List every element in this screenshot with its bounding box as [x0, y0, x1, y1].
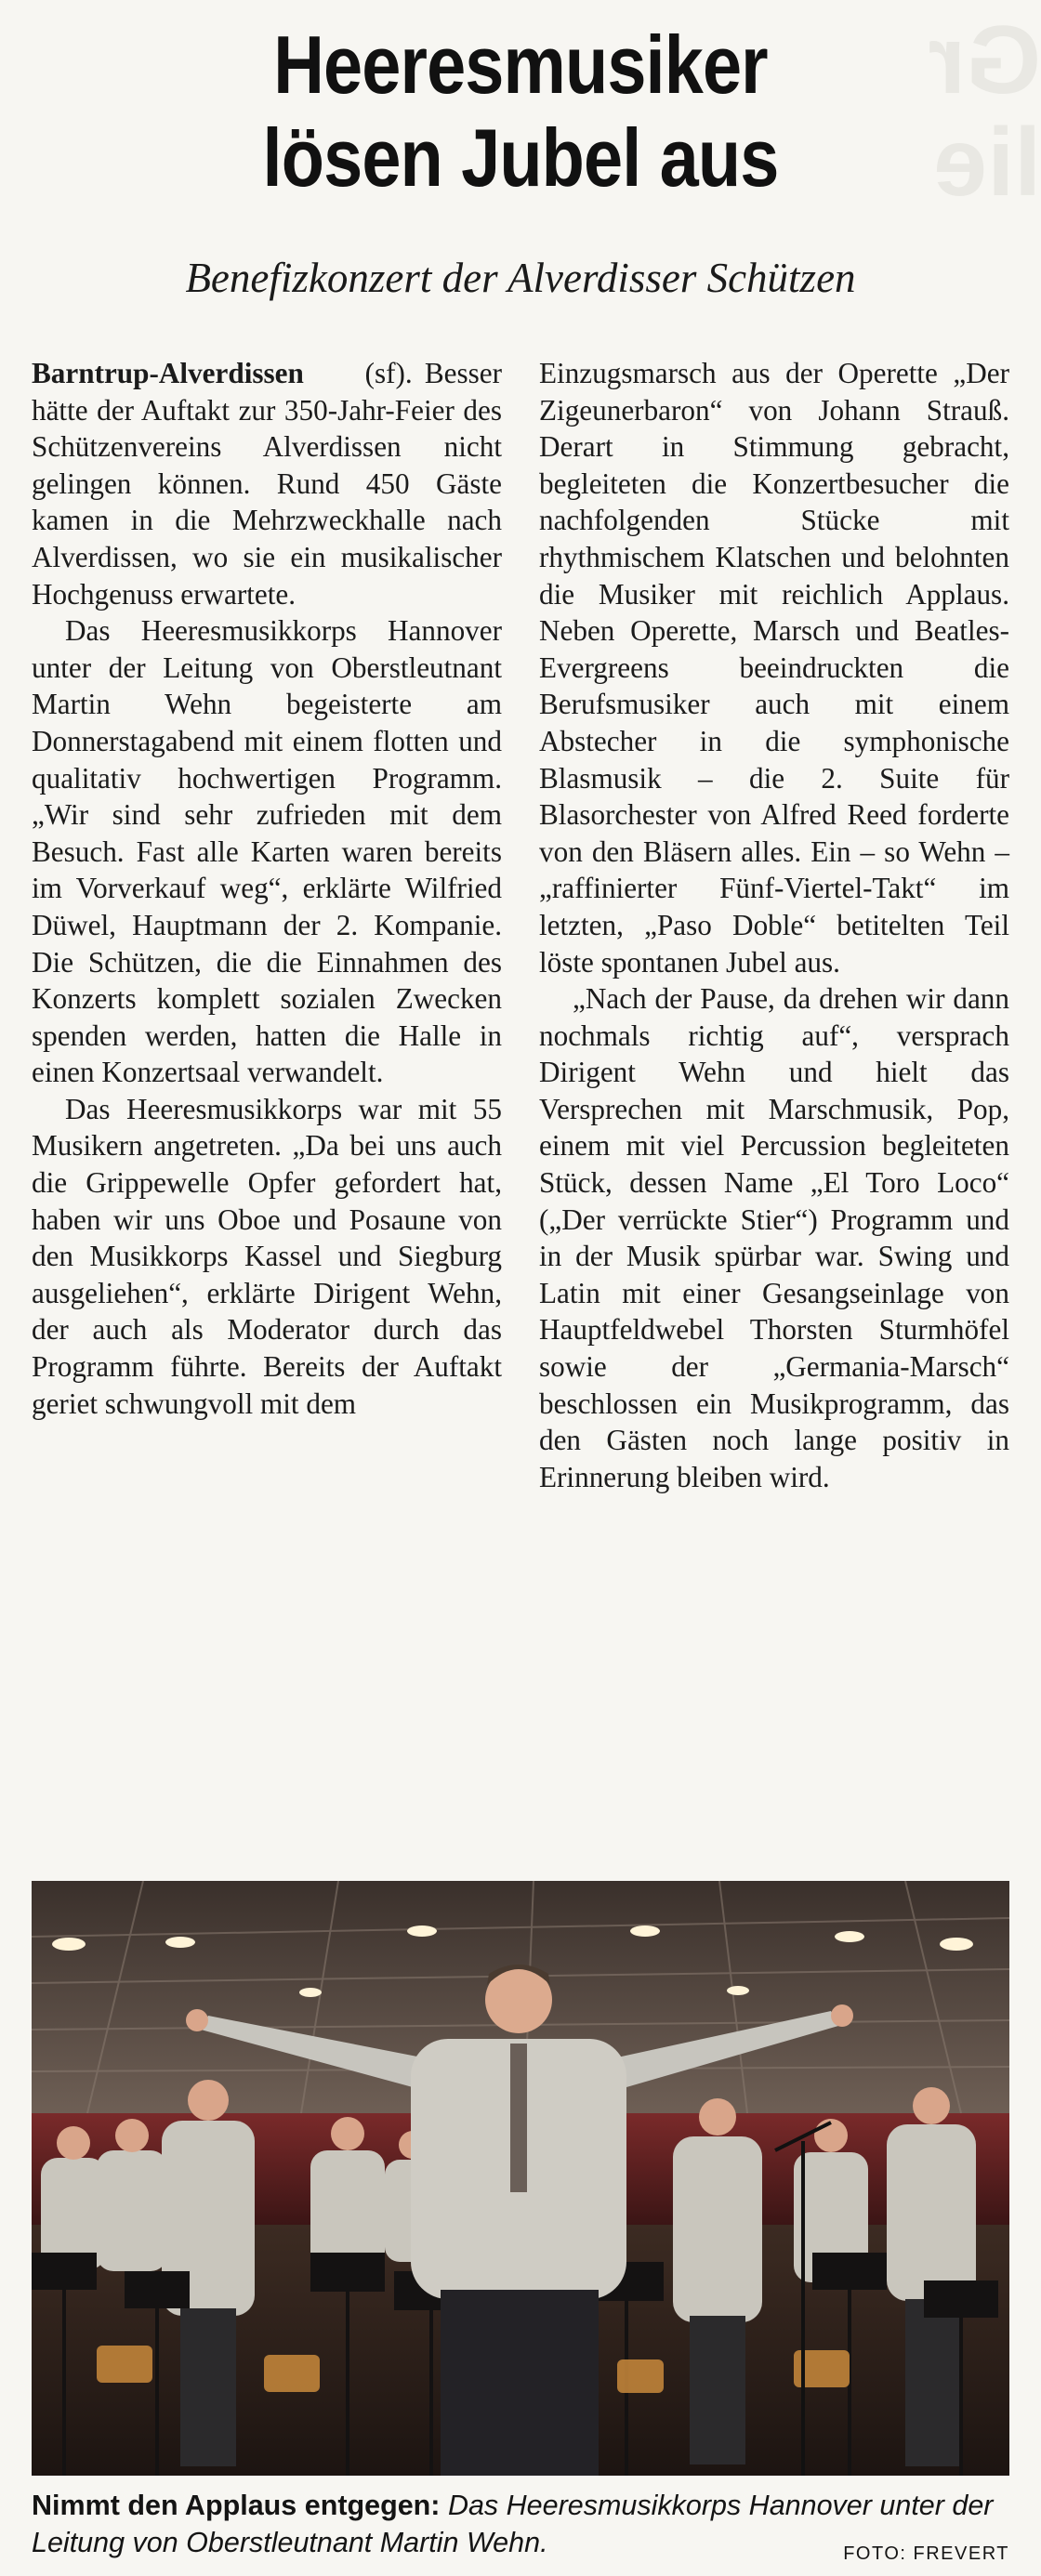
bleed-through-text: Gr lie — [928, 9, 1041, 217]
subheadline: Benefizkonzert der Alverdisser Schützen — [185, 255, 856, 301]
caption-lead: Nimmt den Applaus entgegen: — [32, 2490, 441, 2521]
column-left — [32, 355, 502, 1853]
paragraph-intro — [32, 355, 502, 612]
paragraph-3: Das Heeresmusikkorps war mit 55 Musikern angetreten. „Da bei uns auch die Grippewelle Opfer gefordert hat, haben wir uns Oboe und Posaune von den Musikkorps Kassel und Siegburg ausgeliehen“, erklärte Dirigent Wehn, der auch als Moderator durch das Programm führte. Bereits der Auftakt geriet schwungvoll mit dem — [32, 1092, 502, 1420]
headline-line-2: lösen Jubel aus — [262, 112, 779, 204]
concert-photo-illustration — [32, 1881, 1009, 2476]
photo-caption — [32, 2487, 1009, 2572]
paragraph-2: Das Heeresmusikkorps Hannover unter der Leitung von Oberstleutnant Martin Wehn begeisterte am Donnerstagabend mit einem flotten und qualitativ hochwertigen Programm. „Wir sind sehr zufrieden mit dem Besuch. Fast alle Karten waren bereits im Vorverkauf weg“, erklärte Wilfried Düwel, Hauptmann der 2. Kompanie. Die Schützen, die die Einnahmen des Konzerts komplett sozialen Zwecken spenden werden, hatten die Halle in einen Konzertsaal verwandelt. — [32, 614, 502, 1089]
byline: (sf). — [364, 357, 413, 389]
dateline: Barntrup-Alverdissen — [32, 357, 304, 389]
caption-text: Das Heeresmusikkorps Hannover unter der Leitung von Oberstleutnant Martin Wehn. — [32, 2490, 994, 2558]
concert-photo — [32, 1881, 1009, 2476]
headline-line-1: Heeresmusiker — [273, 19, 768, 111]
column-right — [539, 355, 1009, 1853]
headline — [72, 19, 968, 204]
paragraph-4: Einzugsmarsch aus der Operette „Der Zigeunerbaron“ von Johann Strauß. Derart in Stimmung gebracht, begleiteten die Konzertbesucher die nachfolgenden Stücke mit rhythmischem Klatschen und belohnten die Musiker mit reichlich Applaus. Neben Operette, Marsch und Beatles-Evergreens beeindruckten die Berufsmusiker auch mit einem Abstecher in die symphonische Blasmusik – die 2. Suite für Blasorchester von Alfred Reed forderte von den Bläsern alles. Ein – so Wehn – „raffinierter Fünf-Viertel-Takt“ im letzten, „Paso Doble“ betitelten Teil löste spontanen Jubel aus. — [539, 357, 1009, 979]
paragraph-1: Besser hätte der Auftakt zur 350-Jahr-Feier des Schützenvereins Alverdissen nicht gelingen können. Rund 450 Gäste kamen in die Mehrzweckhalle nach Alverdissen, wo sie ein musikalischer Hochgenuss erwartete. — [32, 357, 503, 611]
article-body — [32, 355, 1009, 1853]
photo-credit: FOTO: FREVERT — [843, 2543, 1009, 2564]
paragraph-5: „Nach der Pause, da drehen wir dann nochmals richtig auf“, versprach Dirigent Wehn und hielt das Versprechen mit Marschmusik, Pop, einem mit viel Percussion begleiteten Stück, dessen Name „El Toro Loco“ („Der verrückte Stier“) Programm und in der Musik spürbar war. Swing und Latin mit einer Gesangseinlage von Hauptfeldwebel Thorsten Sturmhöfel sowie der „Germania-Marsch“ beschlossen ein Musikprogramm, das den Gästen noch lange positiv in Erinnerung bleiben wird. — [539, 982, 1009, 1493]
